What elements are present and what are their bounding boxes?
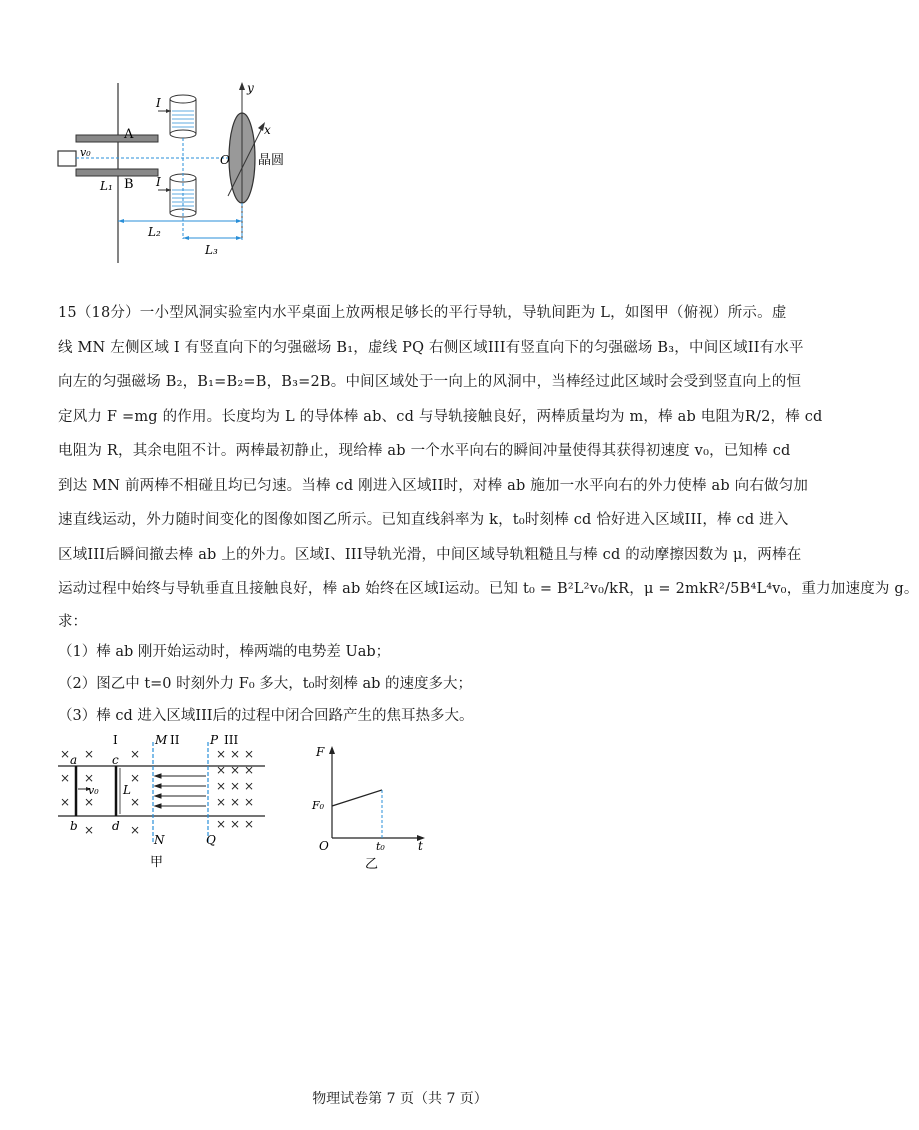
svg-text:×: × — [230, 817, 241, 831]
label-v0-jia: v₀ — [88, 784, 99, 797]
figure-yi — [305, 742, 435, 872]
svg-text:×: × — [84, 747, 95, 761]
label-a: a — [70, 753, 78, 767]
ask-label: 求： — [58, 614, 87, 630]
label-d: d — [112, 819, 120, 833]
svg-text:×: × — [244, 779, 255, 793]
label-N: N — [154, 833, 165, 847]
svg-text:×: × — [216, 817, 227, 831]
label-B: B — [124, 177, 134, 192]
label-x: x — [264, 123, 271, 137]
problem-line-3: 向左的匀强磁场 B₂，B₁=B₂=B，B₃=2B。中间区域处于一向上的风洞中，当棒经过此区域时会受到竖直向上的恒 — [58, 374, 802, 390]
svg-text:×: × — [84, 771, 95, 785]
coil-top — [158, 95, 196, 138]
label-O-yi: O — [319, 839, 329, 853]
svg-text:×: × — [244, 747, 255, 761]
caption-jia: 甲 — [150, 855, 164, 870]
label-A: A — [124, 127, 134, 142]
coil-bottom — [158, 174, 196, 217]
svg-text:×: × — [60, 747, 71, 761]
svg-text:×: × — [216, 795, 227, 809]
label-c: c — [112, 753, 119, 767]
label-region-I: I — [113, 733, 118, 747]
figure-wind-deflection — [50, 78, 320, 268]
svg-text:×: × — [244, 763, 255, 777]
question-3: （3）棒 cd 进入区域III后的过程中闭合回路产生的焦耳热多大。 — [58, 708, 474, 724]
svg-text:×: × — [216, 779, 227, 793]
label-t0: t₀ — [376, 840, 385, 853]
label-P: P — [210, 733, 219, 747]
problem-statement — [58, 296, 919, 607]
plate-B — [76, 169, 158, 176]
problem-line-8: 区域III后瞬间撤去棒 ab 上的外力。区域I、III导轨光滑，中间区域导轨粗糙且与棒 cd 的动摩擦因数为 μ，两棒在 — [58, 546, 802, 563]
svg-text:×: × — [130, 795, 141, 809]
svg-text:×: × — [130, 747, 141, 761]
svg-text:×: × — [216, 747, 227, 761]
field-B3-crosses — [216, 747, 254, 831]
svg-text:×: × — [130, 823, 141, 837]
label-F: F — [316, 745, 325, 759]
problem-line-2: 线 MN 左侧区域 I 有竖直向下的匀强磁场 B₁，虚线 PQ 右侧区域III有竖直向下的匀强磁场 B₃，中间区域II有水平 — [58, 339, 804, 356]
label-M: M — [155, 733, 168, 747]
figure-jia — [50, 732, 275, 872]
label-L2: L₂ — [148, 225, 161, 239]
label-y: y — [247, 81, 254, 95]
svg-text:×: × — [60, 771, 71, 785]
problem-line-4: 定风力 F =mg 的作用。长度均为 L 的导体棒 ab、cd 与导轨接触良好，两棒质量均为 m，棒 ab 电阻为R/2，棒 cd — [58, 408, 823, 425]
label-I-bottom: I — [156, 175, 161, 189]
label-b: b — [70, 819, 78, 833]
label-v0: v₀ — [80, 146, 91, 159]
label-region-II: II — [170, 733, 180, 747]
caption-yi: 乙 — [365, 857, 379, 872]
svg-text:×: × — [60, 795, 71, 809]
label-L1: L₁ — [100, 179, 113, 193]
svg-text:×: × — [130, 771, 141, 785]
svg-text:×: × — [244, 795, 255, 809]
source-box — [58, 151, 76, 166]
label-Q: Q — [206, 833, 216, 847]
label-L3: L₃ — [205, 243, 218, 257]
question-1: （1）棒 ab 刚开始运动时，棒两端的电势差 Uab； — [58, 644, 391, 660]
svg-text:×: × — [84, 795, 95, 809]
page-footer: 物理试卷第 7 页（共 7 页） — [312, 1091, 488, 1107]
problem-line-6: 到达 MN 前两棒不相碰且均已匀速。当棒 cd 刚进入区域II时，对棒 ab 施加一水平向右的外力使棒 ab 向右做匀加 — [58, 477, 809, 494]
svg-text:×: × — [230, 795, 241, 809]
label-I-top: I — [156, 96, 161, 110]
svg-text:×: × — [230, 763, 241, 777]
label-t: t — [418, 839, 423, 853]
force-line — [332, 790, 382, 806]
svg-text:×: × — [230, 747, 241, 761]
svg-text:×: × — [244, 817, 255, 831]
problem-line-1: 15（18分）一小型风洞实验室内水平桌面上放两根足够长的平行导轨，导轨间距为 L，如图甲（俯视）所示。虚 — [58, 305, 787, 321]
svg-text:×: × — [84, 823, 95, 837]
label-F0: F₀ — [312, 799, 325, 812]
label-O: O — [220, 153, 230, 167]
problem-line-9: 运动过程中始终与导轨垂直且接触良好，棒 ab 始终在区域I运动。已知 t₀ = B²L²v₀/kR，μ = 2mkR²/5B⁴L⁴v₀，重力加速度为 g。 — [58, 581, 919, 597]
plate-A — [76, 135, 158, 142]
label-crystal: 晶圆 — [258, 153, 285, 168]
svg-text:×: × — [230, 779, 241, 793]
label-region-III: III — [224, 733, 239, 747]
label-L: L — [123, 783, 131, 797]
problem-line-7: 速直线运动，外力随时间变化的图像如图乙所示。已知直线斜率为 k，t₀时刻棒 cd 恰好进入区域III，棒 cd 进入 — [58, 512, 789, 528]
problem-line-5: 电阻为 R，其余电阻不计。两棒最初静止，现给棒 ab 一个水平向右的瞬间冲量使得其获得初速度 v₀，已知棒 cd — [58, 443, 791, 459]
svg-text:×: × — [216, 763, 227, 777]
question-2: （2）图乙中 t=0 时刻外力 F₀ 多大，t₀时刻棒 ab 的速度多大； — [58, 676, 473, 692]
